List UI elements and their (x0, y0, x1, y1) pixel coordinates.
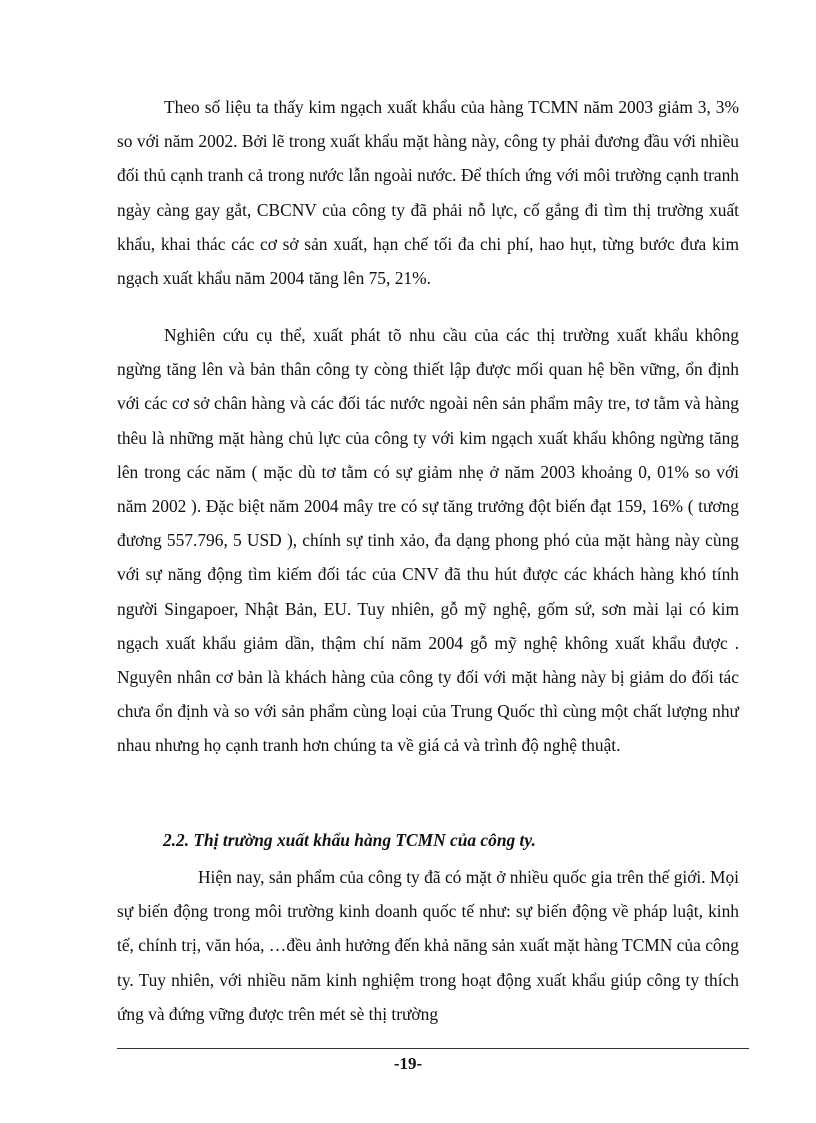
body-section-3 (117, 860, 739, 1031)
paragraph-2: Nghiên cứu cụ thể, xuất phát tõ nhu cầu của các thị trường xuất khẩu không ngừng tăng lên và bản thân công ty còng thiết lập được mối quan hệ bền vững, ổn định với các cơ sở chân hàng và các đối tác nước ngoài nên sản phẩm mây tre, tơ tằm và hàng thêu là những mặt hàng chủ lực của công ty với kim ngạch xuất khẩu không ngừng tăng lên trong các năm ( mặc dù tơ tằm có sự giảm nhẹ ở năm 2003 khoảng 0, 01% so với năm 2002 ). Đặc biệt năm 2004 mây tre có sự tăng trưởng đột biến đạt 159, 16% ( tương đương 557.796, 5 USD ), chính sự tinh xảo, đa dạng phong phó của mặt hàng này cùng với sự năng động tìm kiếm đối tác của CNV đã thu hút được các khách hàng khó tính người Singapoer, Nhật Bản, EU. Tuy nhiên, gỗ mỹ nghệ, gốm sứ, sơn mài lại có kim ngạch xuất khẩu giảm dần, thậm chí năm 2004 gỗ mỹ nghệ không xuất khẩu được . Nguyên nhân cơ bản là khách hàng của công ty đối với mặt hàng này bị giảm do đối tác chưa ổn định và so với sản phẩm cùng loại của Trung Quốc thì cùng một chất lượng như nhau nhưng họ cạnh tranh hơn chúng ta về giá cả và trình độ nghệ thuật. (117, 325, 739, 756)
paragraph-3: Hiện nay, sản phẩm của công ty đã có mặt ở nhiều quốc gia trên thế giới. Mọi sự biến động trong môi trường kinh doanh quốc tế như: sự biến động về pháp luật, kinh tế, chính trị, văn hóa, …đều ảnh hưởng đến khả năng sản xuất mặt hàng TCMN của công ty. Tuy nhiên, với nhiều năm kinh nghiệm trong hoạt động xuất khẩu giúp công ty thích ứng và đứng vững được trên mét sè thị trường (117, 867, 739, 1024)
body-section-2 (117, 318, 739, 763)
section-heading: 2.2. Thị trường xuất khẩu hàng TCMN của công ty. (163, 830, 536, 850)
footer-divider (117, 1048, 749, 1049)
paragraph-1: Theo số liệu ta thấy kim ngạch xuất khẩu của hàng TCMN năm 2003 giảm 3, 3% so với năm 2002. Bởi lẽ trong xuất khẩu mặt hàng này, công ty phải đương đầu với nhiều đối thủ cạnh tranh cả trong nước lẫn ngoài nước. Để thích ứng với môi trường cạnh tranh ngày càng gay gắt, CBCNV của công ty đã phải nỗ lực, cố gắng đi tìm thị trường xuất khẩu, khai thác các cơ sở sản xuất, hạn chế tối đa chi phí, hao hụt, từng bước đưa kim ngạch xuất khẩu năm 2004 tăng lên 75, 21%. (117, 97, 739, 289)
page-number: -19- (393, 1054, 423, 1073)
body-section-1 (117, 90, 739, 295)
